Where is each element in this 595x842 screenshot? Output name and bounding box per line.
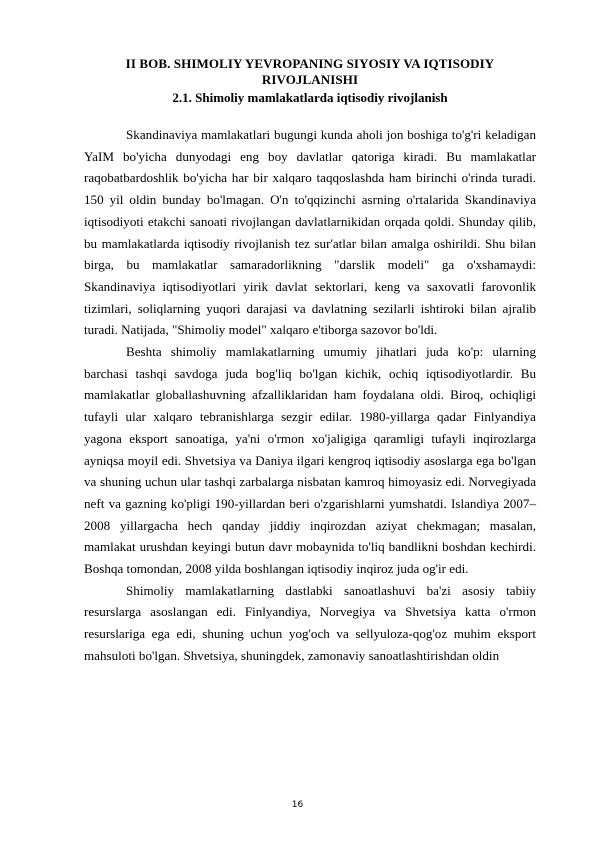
paragraph-3: Shimoliy mamlakatlarning dastlabki sanoatlashuvi ba'zi asosiy tabiiy resurslarga asoslangan edi. Finlyandiya, Norvegiya va Shvetsiya katta o'rmon resurslariga ega edi, shuning uchun yog'och va sellyuloza-qog'oz muhim eksport mahsuloti bo'lgan. Shvetsiya, shuningdek, zamonaviy sanoatlashtirishdan oldin — [84, 582, 536, 663]
page-content — [84, 56, 536, 667]
body-text — [84, 124, 536, 667]
paragraph-1: Skandinaviya mamlakatlari bugungi kunda aholi jon boshiga to'g'ri keladigan YaIM bo'yicha dunyodagi eng boy davlatlar qatoriga kiradi. Bu mamlakatlar raqobatbardoshlik bo'yicha har bir xalqaro taqqoslashda ham birinchi o'rinda turadi. 150 yil oldin bunday bo'lmagan. O'n to'qqizinchi asrning o'rtalarida Skandinaviya iqtisodiyoti etakchi sanoati rivojlangan davlatlarnikidan orqada qoldi. Shunday qilib, bu mamlakatlarda iqtisodiy rivojlanish tez sur'atlar bilan amalga oshirildi. Shu bilan birga, bu mamlakatlar samaradorlikning "darslik modeli" ga o'xshamaydi: Skandinaviya iqtisodiyotlari yirik davlat sektorlari, keng va saxovatli farovonlik tizimlari, soliqlarning yuqori darajasi va davlatning sezilarli ishtiroki bilan ajralib turadi. Natijada, "Shimoliy model" xalqaro e'tiborga sazovor bo'ldi. — [84, 127, 536, 338]
paragraph-2: Beshta shimoliy mamlakatlarning umumiy jihatlari juda ko'p: ularning barchasi tashqi savdoga juda bog'liq bo'lgan kichik, ochiq iqtisodiyotlardir. Bu mamlakatlar globallashuvning afzalliklaridan ham foydalana oldi. Biroq, ochiqligi tufayli ular xalqaro tebranishlarga sezgir edilar. 1980-yillarga qadar Finlyandiya yagona eksport sanoatiga, ya'ni o'rmon xo'jaligiga qaramligi tufayli inqirozlarga ayniqsa moyil edi. Shvetsiya va Daniya ilgari kengroq iqtisodiy asoslarga ega bo'lgan va shuning uchun ular tashqi zarbalarga nisbatan kamroq himoyasiz edi. Norvegiyada neft va gazning ko'pligi 190-yillardan beri o'zgarishlarni yumshatdi. Islandiya 2007–2008 yillargacha hech qanday jiddiy inqirozdan aziyat chekmagan; masalan, mamlakat urushdan keyingi butun davr mobaynida to'liq bandlikni boshdan kechirdi. Boshqa tomondan, 2008 yilda boshlangan iqtisodiy inqiroz juda og'ir edi. — [84, 344, 536, 577]
page-number: 16 — [291, 800, 304, 810]
section-title: 2.1. Shimoliy mamlakatlarda iqtisodiy rivojlanish — [172, 90, 448, 105]
chapter-title: II BOB. SHIMOLIY YEVROPANING SIYOSIY VA IQTISODIY RIVOJLANISHI — [125, 56, 495, 87]
